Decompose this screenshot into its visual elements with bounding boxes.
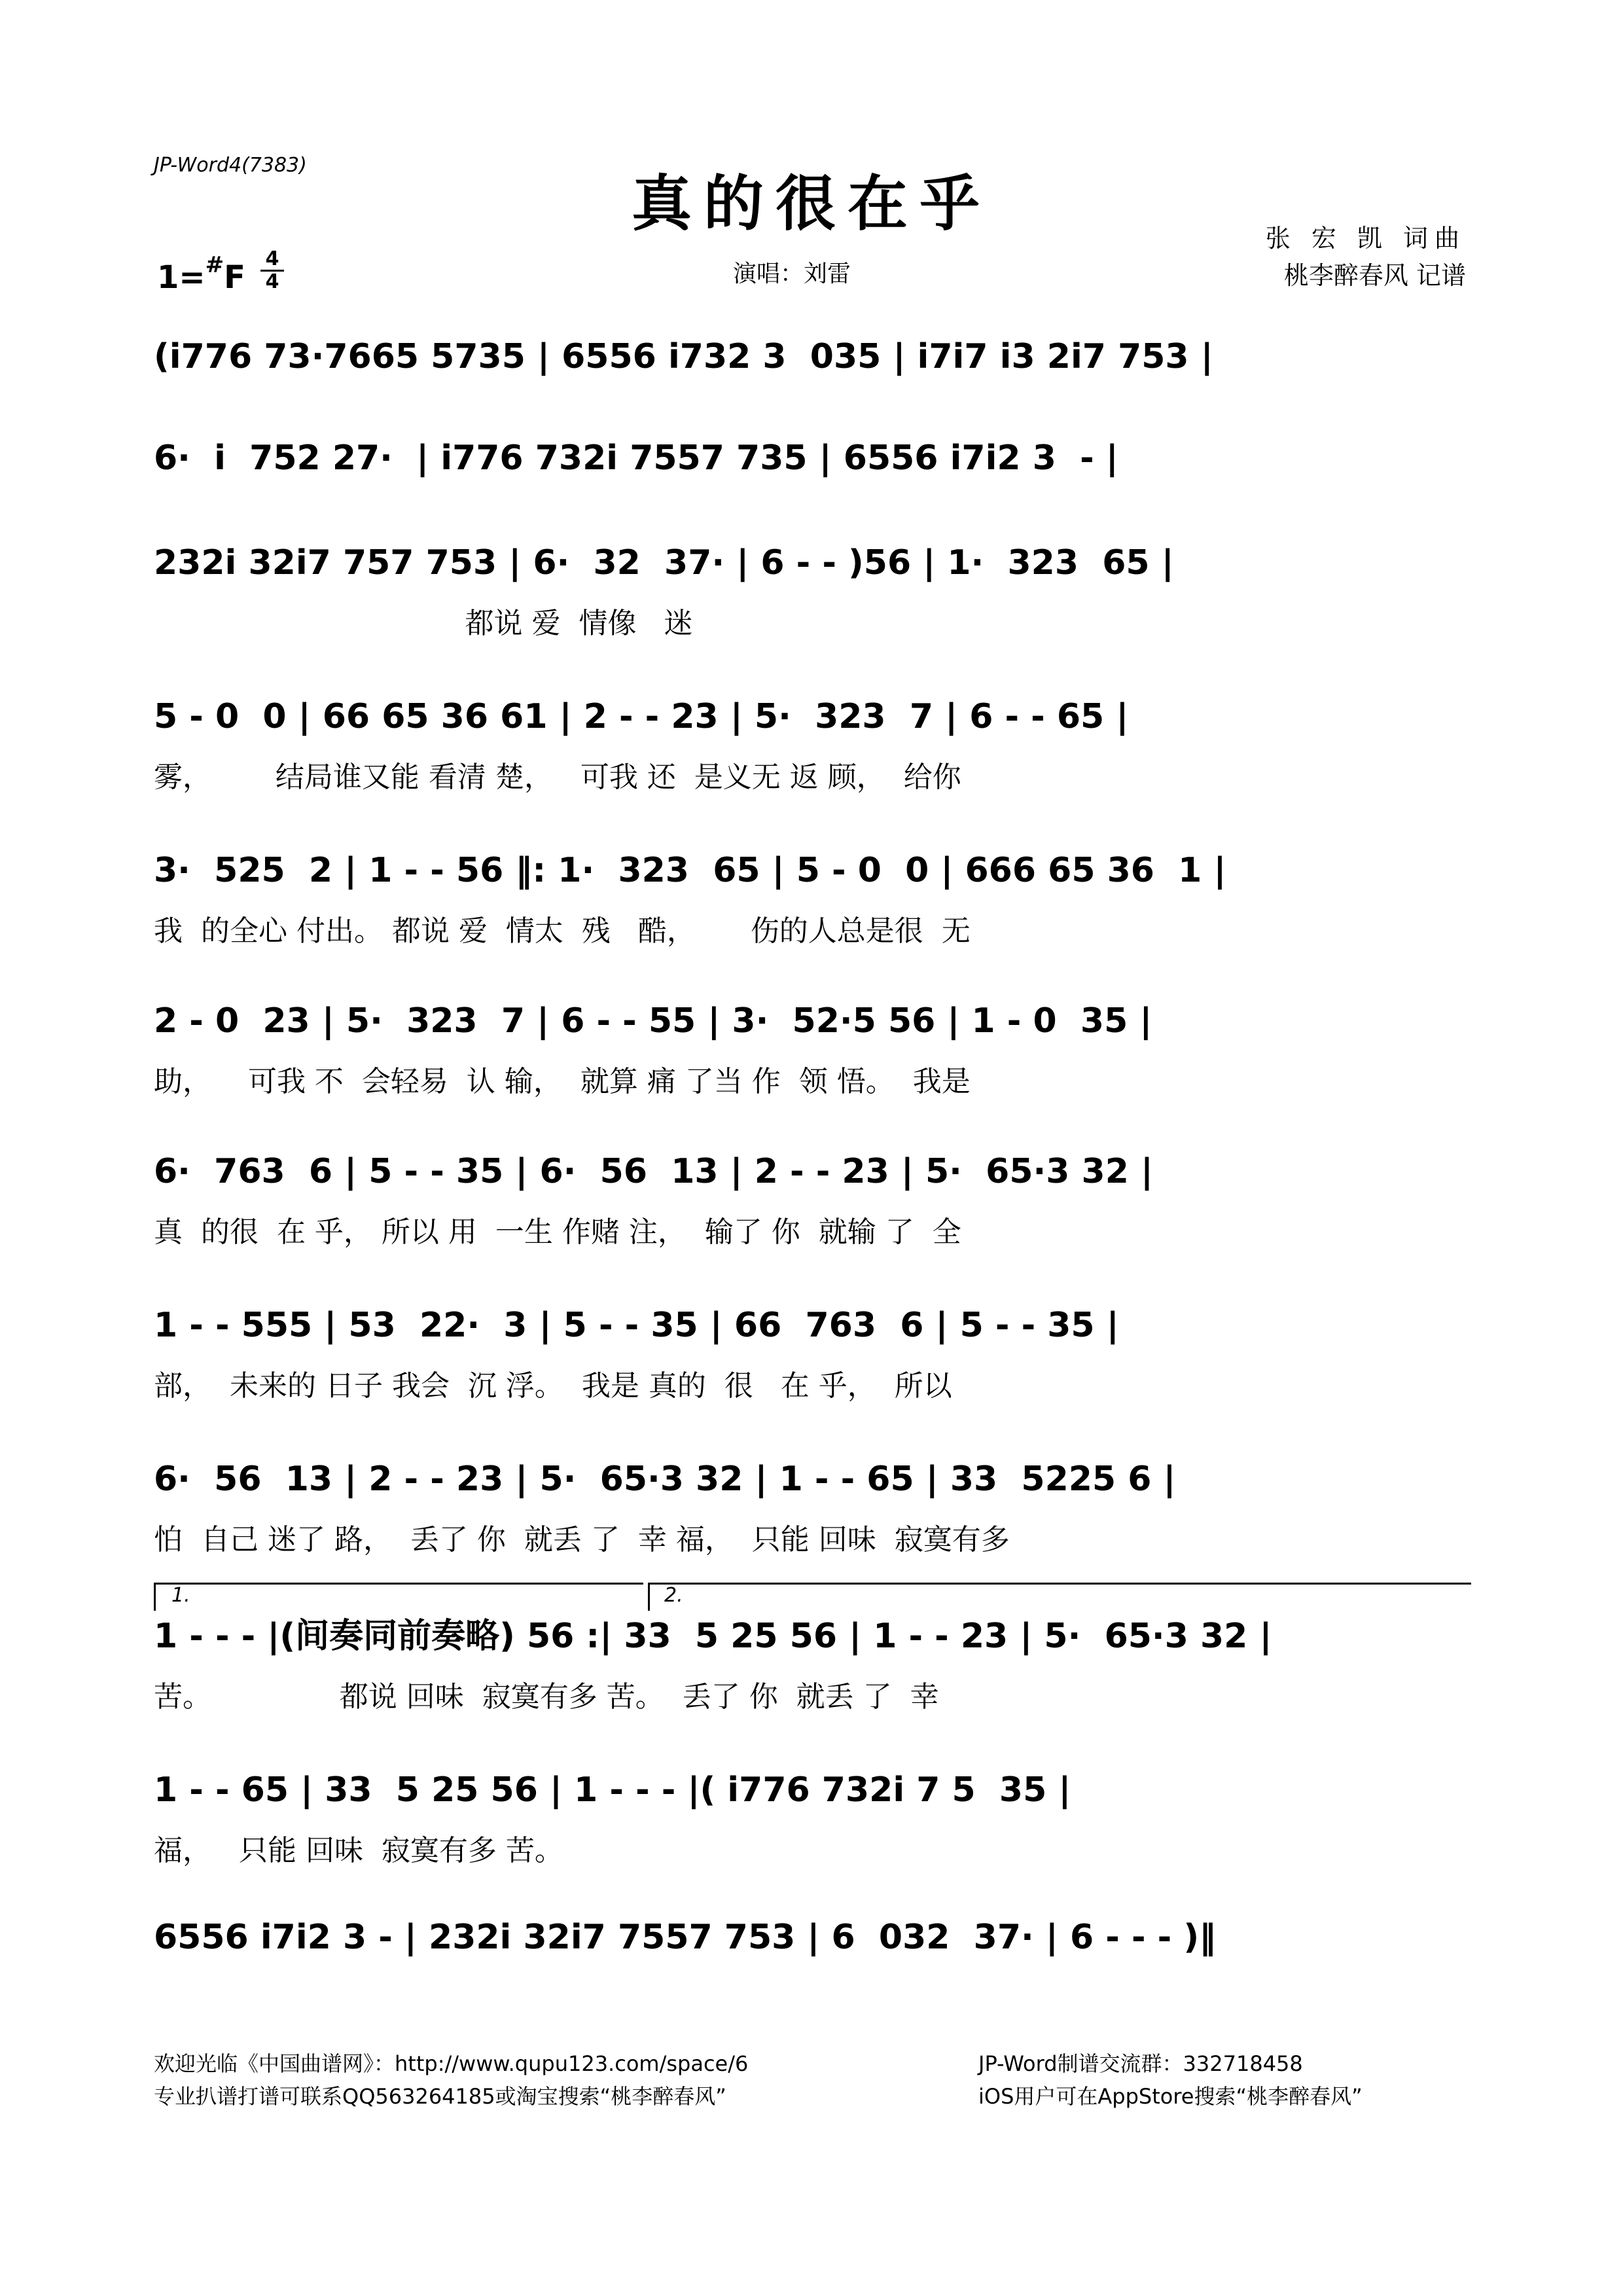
notation: 5 - 0 0 | 66 65 36 61 | 2 - - 23 | 5· 323 7 | 6 - - 65 | <box>154 697 1129 736</box>
key-signature <box>157 252 245 296</box>
singer-credit: 演唱：刘雷 <box>733 260 851 287</box>
notation: 1 - - 555 | 53 22· 3 | 5 - - 35 | 66 763 6 | 5 - - 35 | <box>154 1306 1119 1345</box>
time-signature <box>260 249 284 293</box>
sharp-sign: # <box>205 252 224 278</box>
notation: 1 - - 65 | 33 5 25 56 | 1 - - - |( i776 732i 7 5 35 | <box>154 1770 1071 1810</box>
first-ending-bracket <box>154 1583 643 1611</box>
notation: 6556 i7i2 3 - | 232i 32i7 7557 753 | 6 032 37· | 6 - - - )‖ <box>154 1918 1217 1957</box>
footer-contact: 专业扒谱打谱可联系QQ563264185或淘宝搜索“桃李醉春风” <box>154 2084 726 2109</box>
second-ending-bracket <box>648 1583 1471 1611</box>
notation: 6· 56 13 | 2 - - 23 | 5· 65·3 32 | 1 - - 65 | 33 5225 6 | <box>154 1460 1176 1499</box>
lyrics: 雾， 结局谁又能 看清 楚， 可我 还 是义无 返 顾， 给你 <box>154 761 961 794</box>
time-bottom: 4 <box>260 270 284 293</box>
lyrics: 真 的很 在 乎， 所以 用 一生 作赌 注， 输了 你 就输 了 全 <box>154 1215 961 1249</box>
notation: 2 - 0 23 | 5· 323 7 | 6 - - 55 | 3· 52·5 56 | 1 - 0 35 | <box>154 1001 1152 1041</box>
key-prefix: 1= <box>157 259 205 296</box>
notation: 232i 32i7 757 753 | 6· 32 37· | 6 - - )56 | 1· 323 65 | <box>154 543 1174 583</box>
notation: 6· i 752 27· | i776 732i 7557 735 | 6556 i7i2 3 - | <box>154 439 1118 478</box>
lyrics: 福， 只能 回味 寂寞有多 苦。 <box>154 1834 563 1867</box>
transcriber-credit: 桃李醉春风 记谱 <box>1283 261 1466 290</box>
key-note: F <box>224 259 245 296</box>
time-top: 4 <box>265 247 279 270</box>
lyrics: 怕 自己 迷了 路， 丢了 你 就丢 了 幸 福， 只能 回味 寂寞有多 <box>154 1523 1010 1556</box>
lyrics: 我 的全心 付出。 都说 爱 情太 残 酷， 伤的人总是很 无 <box>154 914 971 948</box>
footer-ios: iOS用户可在AppStore搜索“桃李醉春风” <box>978 2084 1363 2109</box>
lyrics: 助， 可我 不 会轻易 认 输， 就算 痛 了当 作 领 悟。 我是 <box>154 1065 971 1098</box>
composer-credit: 张 宏 凯 词曲 <box>1265 224 1466 253</box>
lyrics: 苦。 都说 回味 寂寞有多 苦。 丢了 你 就丢 了 幸 <box>154 1680 939 1713</box>
lyrics: 部， 未来的 日子 我会 沉 浮。 我是 真的 很 在 乎， 所以 <box>154 1369 952 1403</box>
notation: 6· 763 6 | 5 - - 35 | 6· 56 13 | 2 - - 23 | 5· 65·3 32 | <box>154 1152 1153 1191</box>
footer-website: 欢迎光临《中国曲谱网》：http://www.qupu123.com/space/6 <box>154 2051 749 2076</box>
footer-group: JP-Word制谱交流群：332718458 <box>978 2051 1303 2076</box>
notation: (i776 73·7665 5735 | 6556 i732 3 035 | i7i7 i3 2i7 753 | <box>154 337 1213 376</box>
notation: 1 - - - |(间奏同前奏略) 56 :| 33 5 25 56 | 1 - - 23 | 5· 65·3 32 | <box>154 1617 1272 1656</box>
first-ending-label: 1. <box>171 1584 190 1607</box>
lyrics: 都说 爱 情像 迷 <box>154 607 693 640</box>
second-ending-label: 2. <box>664 1584 683 1607</box>
notation: 3· 525 2 | 1 - - 56 ‖: 1· 323 65 | 5 - 0 0 | 666 65 36 1 | <box>154 851 1226 890</box>
song-title: 真的很在乎 <box>631 168 991 239</box>
software-version: JP-Word4(7383) <box>154 154 307 177</box>
